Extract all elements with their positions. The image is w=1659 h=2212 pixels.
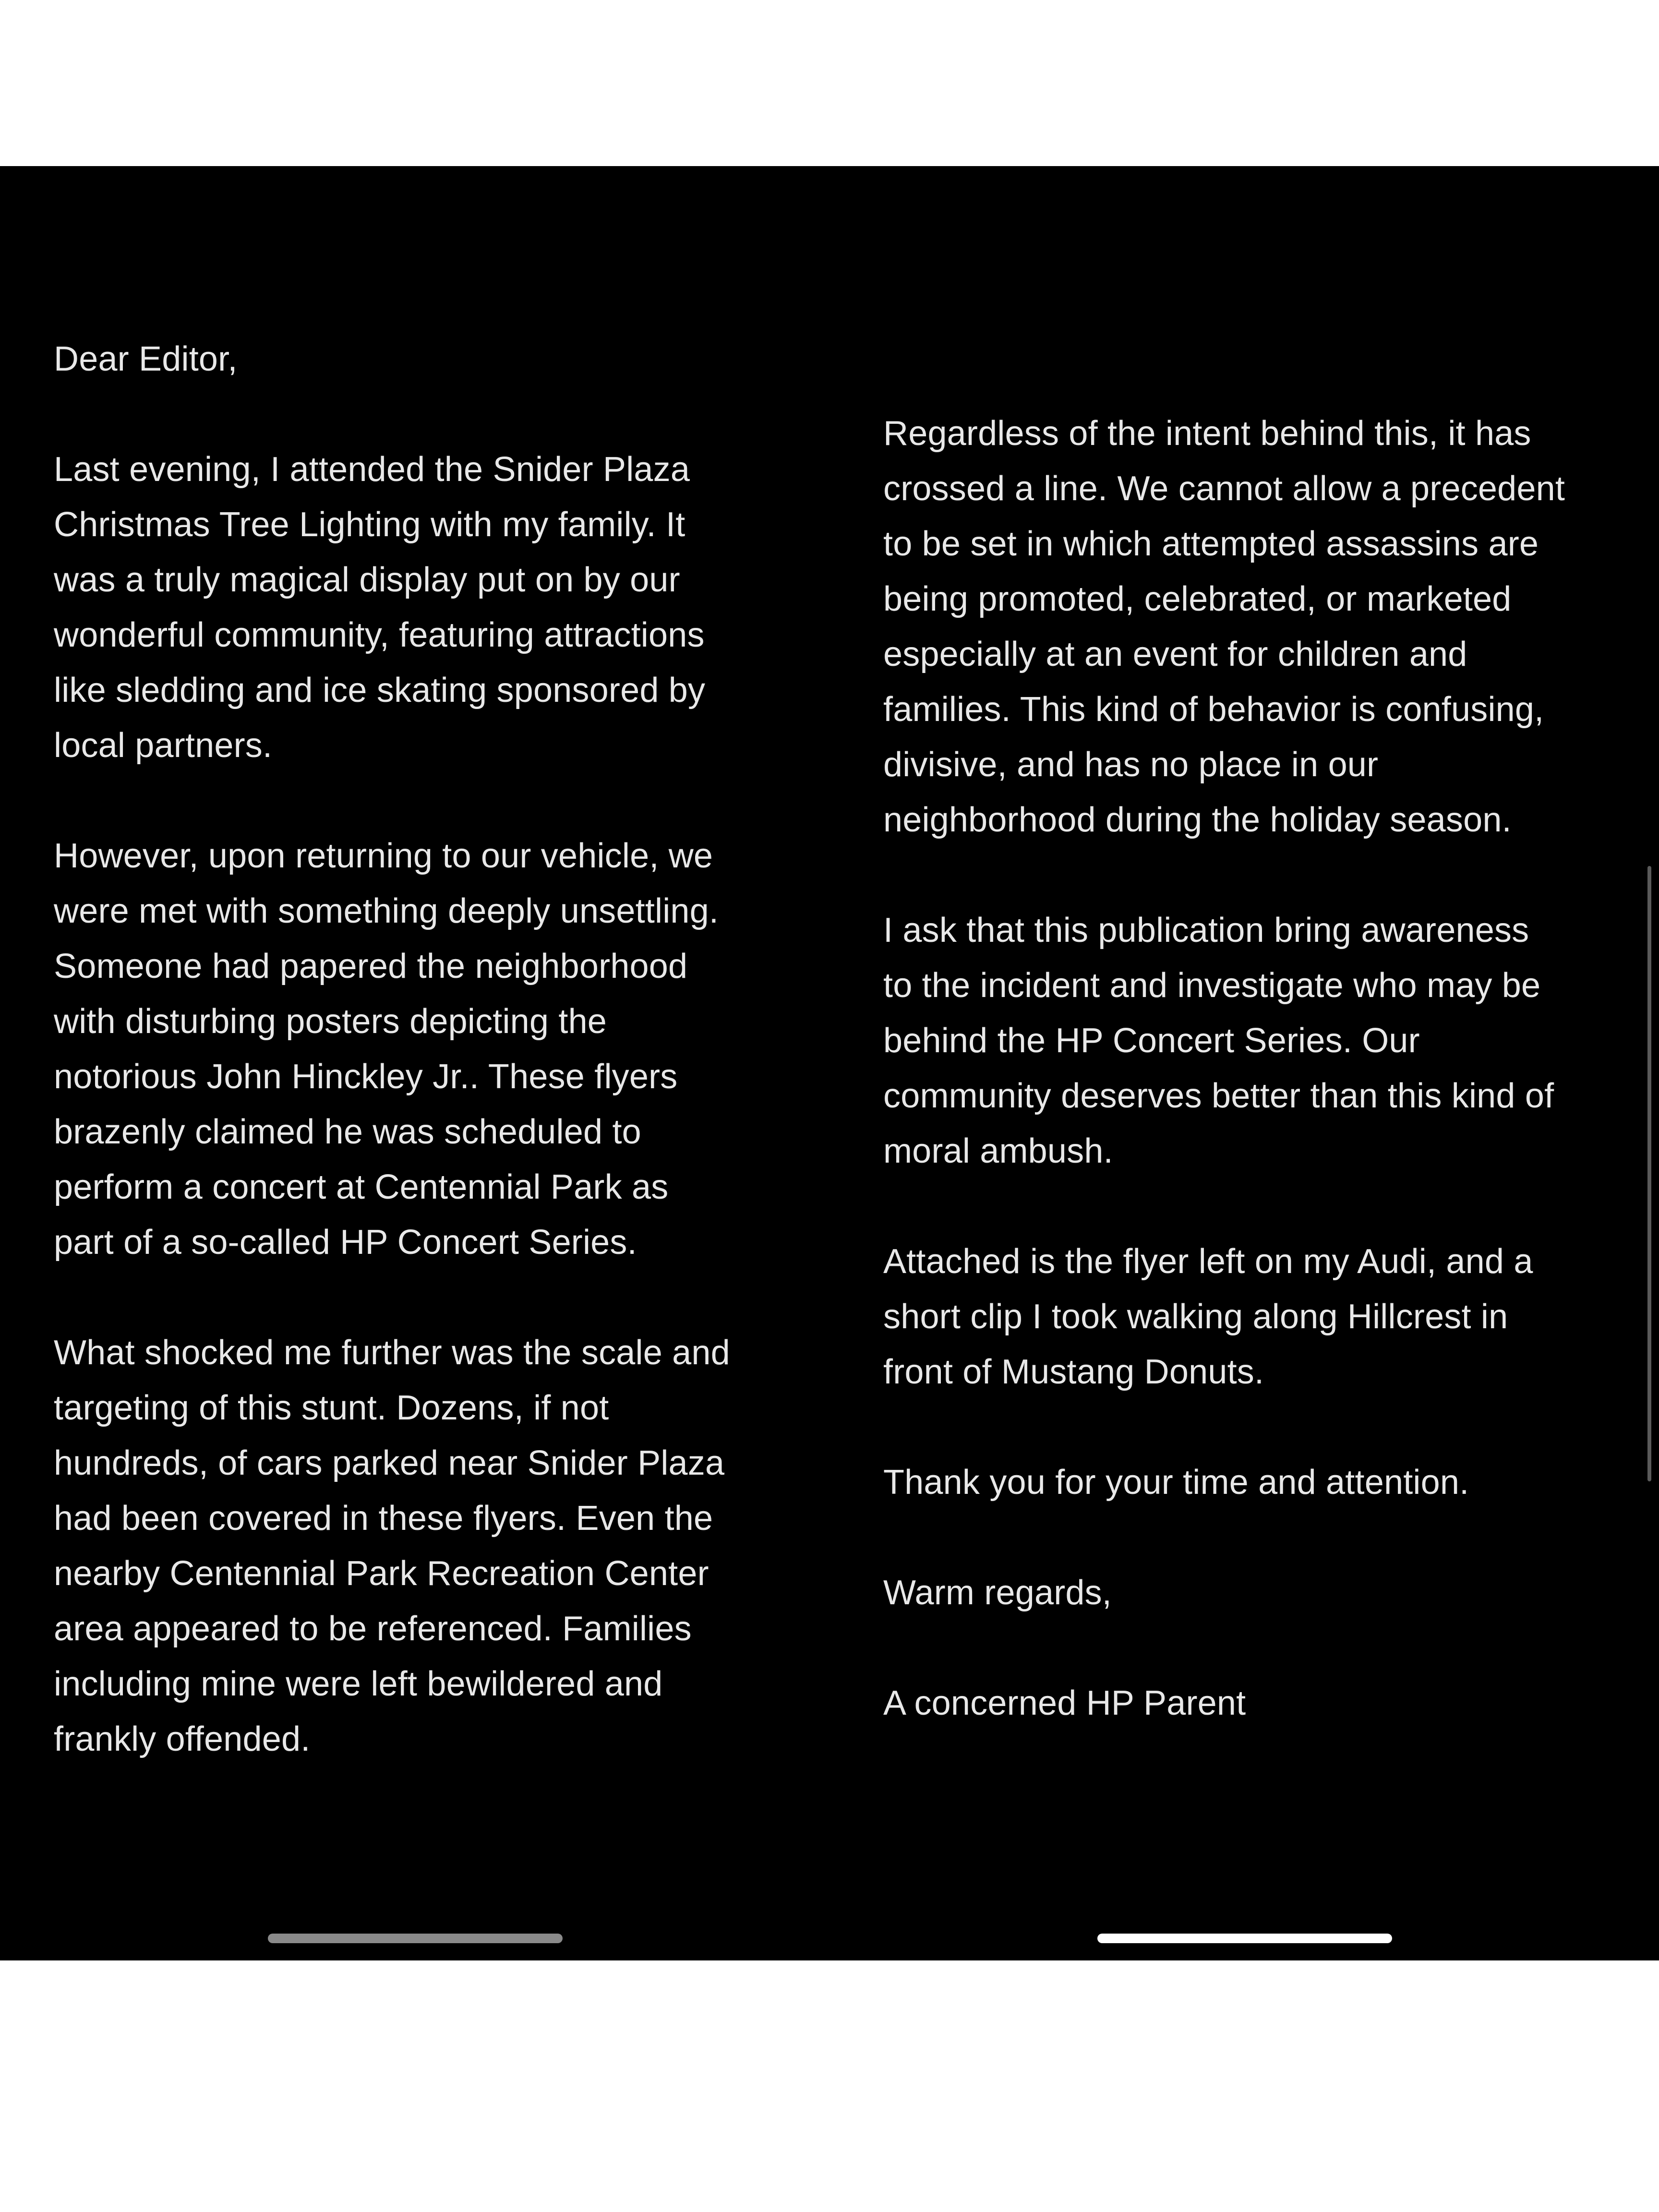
letter-column-right — [883, 406, 1623, 1786]
left-pane[interactable] — [0, 166, 830, 1960]
letter-paragraph: Thank you for your time and attention. — [883, 1463, 1469, 1502]
letter-paragraph: I ask that this publication bring awareness to the incident and investigate who may be behind the HP Concert Series. Our community deserves better than this kind of moral ambush. — [883, 911, 1554, 1170]
letter-paragraph: However, upon returning to our vehicle, we were met with something deeply unsettling. Someone had papered the neighborhood with disturbing posters depicting the notorious John Hinckley Jr.. These flyers brazenly claimed he was scheduled to perform a concert at Centennial Park as part of a so-called HP Concert Series. — [54, 837, 719, 1262]
letter-paragraph: Regardless of the intent behind this, it has crossed a line. We cannot allow a precedent to be set in which attempted assassins are being promoted, celebrated, or marketed especially at an event for children and families. This kind of behavior is confusing, divisive, and has no place in our neighborhood during the holiday season. — [883, 414, 1565, 839]
right-pane[interactable] — [830, 166, 1659, 1960]
signature: A concerned HP Parent — [883, 1684, 1246, 1722]
letter-paragraph: Attached is the flyer left on my Audi, and a short clip I took walking along Hillcrest in front of Mustang Donuts. — [883, 1242, 1533, 1391]
letter-paragraph: Last evening, I attended the Snider Plaza Christmas Tree Lighting with my family. It was a truly magical display put on by our wonderful community, featuring attractions like sledding and ice skating sponsored by local partners. — [54, 450, 706, 765]
letter-paragraph: What shocked me further was the scale and targeting of this stunt. Dozens, if not hundreds, of cars parked near Snider Plaza had been covered in these flyers. Even the nearby Centennial Park Recreation Center area appeared to be referenced. Families including mine were left bewildered and frankly offended. — [54, 1334, 730, 1758]
home-indicator-right[interactable] — [1097, 1934, 1392, 1943]
salutation: Dear Editor, — [54, 340, 238, 378]
phone-screen — [0, 166, 1659, 1960]
scrollbar[interactable] — [1647, 866, 1651, 1481]
home-indicator-left[interactable] — [268, 1934, 563, 1943]
letter-column-left — [54, 332, 793, 1822]
closing: Warm regards, — [883, 1574, 1112, 1612]
